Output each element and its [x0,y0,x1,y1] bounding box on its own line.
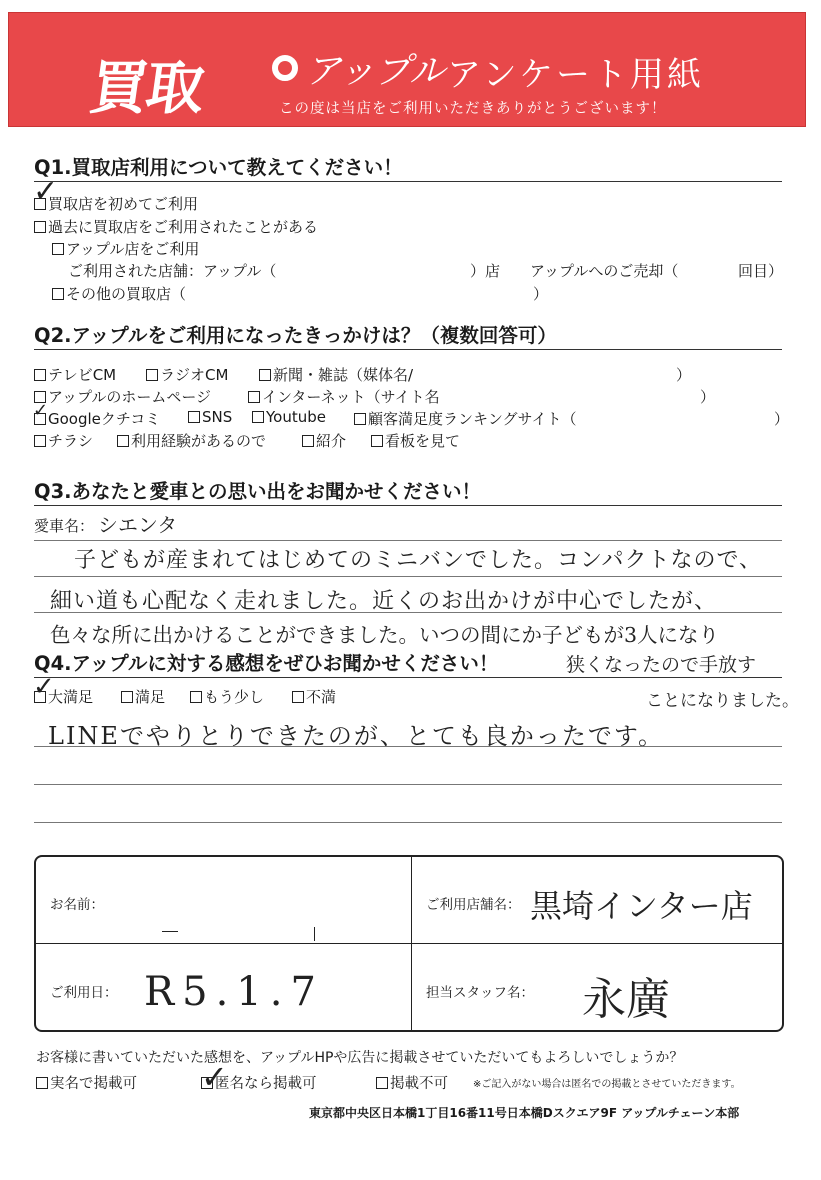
date-value: R5.1.7 [144,969,324,1015]
store-value: 黒埼インター店 [530,887,753,925]
publish-option-real-name[interactable] [36,1072,137,1093]
q1-option-first-time[interactable] [34,193,198,214]
q3-memory-line-2: 細い道も心配なく走れました。近くのお出かけが中心でしたが、 [50,589,718,614]
publish-option-not-allowed-label: 掲載不可 [390,1076,448,1092]
q2-option-news[interactable] [259,364,413,385]
q1-divider [34,181,782,182]
q2-option-homepage-label: アップルのホームページ [48,388,212,406]
q3-memory-line-5: ことになりました。 [646,691,799,711]
q4-option-unsatisfied[interactable] [292,686,336,707]
q2-option-signboard-label: 看板を見て [385,432,461,450]
brand-name: アップル [305,51,446,92]
q1-option-first-time-label: 買取店を初めてご利用 [48,195,199,213]
publish-option-not-allowed[interactable] [376,1072,448,1093]
q2-option-tv[interactable] [34,364,116,385]
q2-option-ranking[interactable] [354,408,577,429]
q3-divider [34,505,782,506]
publish-question: お客様に書いていただいた感想を、アップルHPや広告に掲載させていただいてもよろしいでしょうか？ [36,1050,684,1066]
q2-heading: Q2.アップルをご利用になったきっかけは？（複数回答可） [34,324,557,347]
q2-option-signboard[interactable] [371,430,460,451]
q1-option-used-before[interactable] [34,216,318,237]
q2-divider [34,349,782,350]
q2-option-news-label: 新聞・雑誌（媒体名/ [273,366,414,384]
q3-heading: Q3.あなたと愛車との思い出をお聞かせください！ [34,480,482,503]
page-title: アンケート用紙 [447,55,704,95]
q3-memory-line-1: 子どもが産まれてはじめてのミニバンでした。コンパクトなので、 [74,548,763,573]
q4-comment: LINEでやりとりできたのが、とても良かったです。 [48,722,665,750]
q3-car-label: 愛車名： [34,517,95,535]
q3-memory-line-4: 狭くなったので手放す [566,654,757,676]
footer-address: 東京都中央区日本橋1丁目16番11号日本橋Dスクエア9F アップルチェーン本部 [309,1106,740,1120]
publish-option-anonymous-label: 匿名なら掲載可 [215,1076,317,1092]
q2-option-radio-label: ラジオCM [160,366,229,384]
q2-option-google-label: Googleクチコミ [48,410,161,428]
q2-option-news-close: ） [676,366,692,384]
q1-heading: Q1.買取店利用について教えてください！ [34,156,403,179]
q4-rule-2 [34,784,782,785]
q4-divider [34,677,782,678]
q4-rule-3 [34,822,782,823]
q2-option-youtube[interactable] [252,408,326,426]
publish-option-real-name-label: 実名で掲載可 [50,1076,137,1092]
q1-option-apple-label: アップル店をご利用 [66,240,200,258]
q4-option-little-more-label: もう少し [204,688,265,706]
q3-rule-3 [34,612,782,613]
q1-option-other-close: ） [533,285,549,303]
date-label: ご利用日： [50,985,118,1001]
q4-option-satisfied-label: 満足 [135,688,166,706]
q2-option-sns[interactable] [188,408,232,426]
q2-option-internet-label: インターネット（サイト名 [262,388,440,406]
q4-option-little-more[interactable] [190,686,264,707]
q2-option-internet-close: ） [700,388,716,406]
check-mark-icon: ✓ [201,1058,228,1096]
check-mark-icon: ✓ [33,174,59,209]
q3-rule-2 [34,576,782,577]
staff-value: 永廣 [582,974,670,1025]
name-redacted-mark [162,931,178,932]
q1-option-used-before-label: 過去に買取店をご利用されたことがある [48,218,319,236]
check-mark-icon: ✓ [33,672,55,702]
q4-heading: Q4.アップルに対する感想をぜひお聞かせください！ [34,652,499,675]
q4-option-very-satisfied-label: 大満足 [48,688,94,706]
q1-store-used-label: ご利用された店舗：アップル（ [68,262,277,280]
q2-option-youtube-label: Youtube [266,408,326,426]
q3-memory-line-3: 色々な所に出かけることができました。いつの間にか子どもが3人になり [50,623,720,647]
q2-option-referral[interactable] [302,430,346,451]
q2-option-referral-label: 紹介 [316,432,347,450]
q2-option-sns-label: SNS [202,408,233,426]
kaitori-logo: 買取 [85,54,208,122]
q2-option-tv-label: テレビCM [48,366,117,384]
q2-option-experience-label: 利用経験があるので [131,432,267,450]
publish-note: ※ご記入がない場合は匿名での掲載とさせていただきます。 [473,1079,741,1090]
q2-option-internet[interactable] [248,386,440,407]
q2-option-ranking-label: 顧客満足度ランキングサイト（ [368,410,577,428]
staff-label: 担当スタッフ名： [426,985,534,1001]
q2-option-flyer-label: チラシ [48,432,94,450]
q4-rule-1 [34,746,782,747]
q2-option-experience[interactable] [117,430,266,451]
q2-option-flyer[interactable] [34,430,93,451]
q1-option-apple[interactable] [52,238,199,259]
table-divider-horizontal [36,943,782,944]
name-label: お名前： [50,897,104,913]
q2-option-google[interactable] [34,408,160,429]
apple-logo-icon [272,55,298,81]
q2-option-ranking-close: ） [774,410,790,428]
customer-info-table [34,855,784,1032]
q1-option-other-label: その他の買取店（ [66,285,187,303]
q2-option-homepage[interactable] [34,386,211,407]
q1-sale-count-label: アップルへのご売却（ [530,262,679,280]
q1-option-other[interactable] [52,283,186,304]
q4-option-unsatisfied-label: 不満 [306,688,337,706]
check-mark-icon: ✓ [33,400,49,421]
header-banner [8,12,806,127]
name-redacted-mark [314,927,315,941]
header-subtitle: この度は当店をご利用いただきありがとうございます！ [279,101,667,117]
q4-option-satisfied[interactable] [121,686,165,707]
store-label: ご利用店舗名： [426,897,521,913]
q1-store-used-close: ）店 [470,262,501,280]
q3-rule-1 [34,540,782,541]
q2-option-radio[interactable] [146,364,228,385]
q3-car-name: シエンタ [98,513,178,537]
q1-sale-count-close: 回目） [738,262,784,280]
